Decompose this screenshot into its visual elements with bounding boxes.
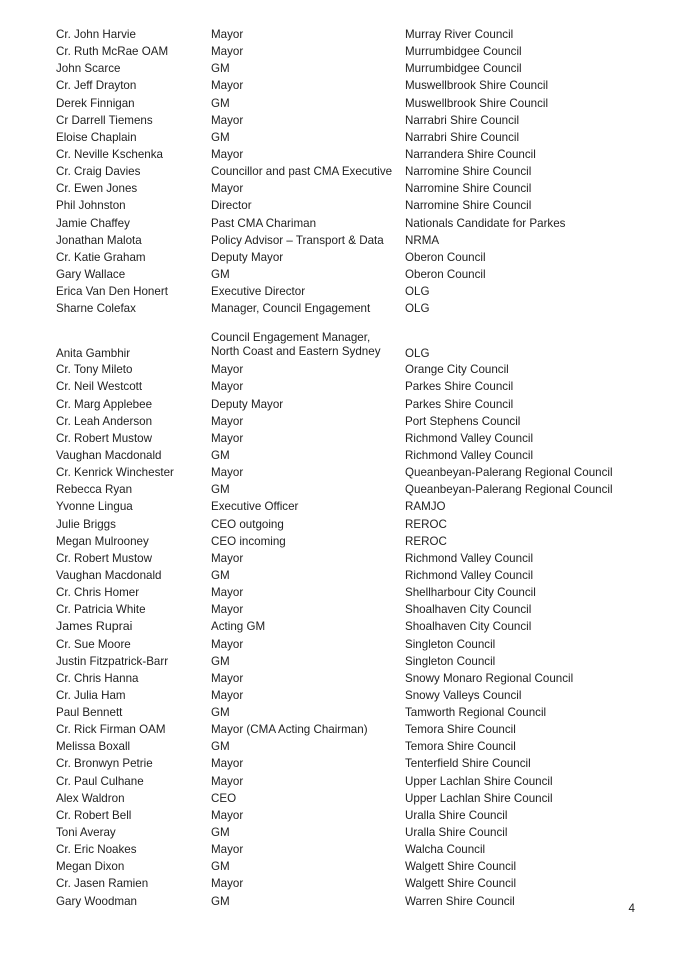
attendee-role-line: North Coast and Eastern Sydney [211, 345, 381, 359]
attendee-name: Vaughan Macdonald [56, 568, 162, 582]
attendee-row [56, 755, 636, 772]
attendee-name: Cr. Katie Graham [56, 250, 146, 264]
attendee-organisation: Walcha Council [405, 843, 486, 857]
attendee-role: GM [211, 826, 230, 840]
attendee-row [56, 396, 636, 413]
attendee-role: GM [211, 860, 230, 874]
attendee-role: Policy Advisor – Transport & Data [211, 233, 384, 247]
attendee-role: Mayor [211, 637, 244, 651]
attendee-row [56, 283, 636, 300]
attendee-role: Mayor [211, 757, 244, 771]
attendee-name: Cr. Robert Bell [56, 808, 132, 822]
attendee-organisation: Muswellbrook Shire Council [405, 79, 549, 93]
attendee-row [56, 77, 636, 94]
attendee-row [56, 738, 636, 755]
attendee-role: Mayor [211, 45, 244, 59]
attendee-name: Cr. Chris Hanna [56, 671, 139, 685]
attendee-row [56, 163, 636, 180]
attendee-row [56, 95, 636, 112]
attendee-organisation: Walgett Shire Council [405, 860, 517, 874]
attendee-role: Mayor [211, 586, 244, 600]
attendee-organisation: Richmond Valley Council [405, 448, 534, 462]
attendee-role: Mayor [211, 808, 244, 822]
attendee-row [56, 824, 636, 841]
attendee-organisation: Queanbeyan-Palerang Regional Council [405, 483, 613, 497]
attendee-role: GM [211, 740, 230, 754]
attendee-organisation: Narromine Shire Council [405, 182, 532, 196]
attendee-organisation: Shoalhaven City Council [405, 620, 532, 634]
attendee-organisation: Warren Shire Council [405, 894, 515, 908]
attendee-organisation: Port Stephens Council [405, 414, 521, 428]
attendee-name: Cr. Tony Mileto [56, 363, 133, 377]
attendee-name: Jamie Chaffey [56, 216, 130, 230]
attendee-organisation: Narromine Shire Council [405, 199, 532, 213]
attendee-name: Cr. Neil Westcott [56, 380, 143, 394]
attendee-row [56, 112, 636, 129]
attendee-name: James Ruprai [56, 619, 133, 634]
attendee-organisation: REROC [405, 517, 447, 531]
attendee-name: Cr. Paul Culhane [56, 774, 144, 788]
attendee-name: Cr. Kenrick Winchester [56, 466, 174, 480]
attendee-role: Mayor [211, 431, 244, 445]
attendee-row [56, 129, 636, 146]
attendee-row [56, 550, 636, 567]
attendee-row [56, 266, 636, 283]
attendee-organisation: Orange City Council [405, 363, 509, 377]
attendee-role: GM [211, 267, 230, 281]
attendee-name: Derek Finnigan [56, 96, 135, 110]
attendee-role: CEO incoming [211, 534, 286, 548]
attendee-row [56, 687, 636, 704]
attendee-row [56, 533, 636, 550]
attendee-row [56, 653, 636, 670]
attendee-name: Eloise Chaplain [56, 130, 137, 144]
attendee-name: Megan Mulrooney [56, 534, 149, 548]
attendee-name: Cr Darrell Tiemens [56, 113, 153, 127]
attendee-role: GM [211, 706, 230, 720]
attendee-name: Gary Wallace [56, 267, 126, 281]
attendee-name: Cr. Neville Kschenka [56, 147, 163, 161]
attendee-role: GM [211, 96, 230, 110]
attendee-name: Anita Gambhir [56, 347, 131, 361]
attendee-row [56, 790, 636, 807]
attendee-name: Phil Johnston [56, 199, 126, 213]
attendee-name: John Scarce [56, 62, 121, 76]
attendee-row [56, 567, 636, 584]
attendee-organisation: OLG [405, 347, 430, 361]
attendee-role: Mayor [211, 774, 244, 788]
attendee-row [56, 584, 636, 601]
attendee-organisation: RAMJO [405, 500, 446, 514]
attendee-role: Past CMA Chariman [211, 216, 317, 230]
attendee-name: Justin Fitzpatrick-Barr [56, 654, 169, 668]
attendee-organisation: Murray River Council [405, 28, 514, 41]
attendee-role: Mayor [211, 113, 244, 127]
attendee-name: Erica Van Den Honert [56, 285, 168, 299]
attendee-name: Vaughan Macdonald [56, 448, 162, 462]
attendee-row [56, 215, 636, 232]
attendee-organisation: Uralla Shire Council [405, 826, 508, 840]
attendee-role-line: Council Engagement Manager, [211, 330, 371, 344]
attendee-organisation: Narrabri Shire Council [405, 113, 520, 127]
attendee-name: Jonathan Malota [56, 233, 142, 247]
attendee-name: Gary Woodman [56, 894, 137, 908]
attendee-name: Sharne Colefax [56, 302, 136, 316]
attendee-role: GM [211, 568, 230, 582]
attendee-role: GM [211, 654, 230, 668]
attendee-role: Mayor [211, 363, 244, 377]
attendee-row [56, 893, 636, 910]
attendee-row [56, 481, 636, 498]
attendee-name: Melissa Boxall [56, 740, 131, 754]
attendee-row [56, 60, 636, 77]
attendee-organisation: Murrumbidgee Council [405, 45, 522, 59]
attendee-role: Mayor [211, 671, 244, 685]
attendee-name: Cr. Marg Applebee [56, 397, 153, 411]
attendee-name: Cr. Chris Homer [56, 586, 140, 600]
attendee-row [56, 180, 636, 197]
attendee-organisation: Narromine Shire Council [405, 165, 532, 179]
attendee-row [56, 361, 636, 378]
attendee-role: Mayor [211, 877, 244, 891]
attendee-organisation: Nationals Candidate for Parkes [405, 216, 566, 230]
attendee-role: Mayor [211, 380, 244, 394]
attendee-name: Cr. John Harvie [56, 28, 136, 41]
attendee-row [56, 331, 636, 362]
attendee-organisation: Shoalhaven City Council [405, 603, 532, 617]
attendee-role: Deputy Mayor [211, 397, 284, 411]
attendee-row [56, 773, 636, 790]
attendee-organisation: Snowy Monaro Regional Council [405, 671, 574, 685]
attendee-organisation: Parkes Shire Council [405, 397, 514, 411]
attendee-row [56, 618, 636, 635]
attendee-organisation: Murrumbidgee Council [405, 62, 522, 76]
attendee-organisation: Temora Shire Council [405, 723, 516, 737]
attendee-row [56, 516, 636, 533]
attendee-name: Alex Waldron [56, 791, 125, 805]
attendee-role: Director [211, 199, 252, 213]
attendee-organisation: OLG [405, 285, 430, 299]
attendee-name: Cr. Sue Moore [56, 637, 131, 651]
attendee-row [56, 378, 636, 395]
attendee-organisation: Narrandera Shire Council [405, 147, 536, 161]
attendee-organisation: REROC [405, 534, 447, 548]
attendee-name: Paul Bennett [56, 706, 123, 720]
attendee-name: Cr. Robert Mustow [56, 431, 152, 445]
attendee-organisation: Singleton Council [405, 637, 496, 651]
attendee-role: GM [211, 483, 230, 497]
attendee-organisation: Richmond Valley Council [405, 551, 534, 565]
attendee-role: Mayor [211, 147, 244, 161]
attendee-role [211, 302, 370, 317]
attendee-row [56, 858, 636, 875]
attendee-organisation: Richmond Valley Council [405, 568, 534, 582]
attendee-organisation: Tenterfield Shire Council [405, 757, 531, 771]
attendee-row [56, 601, 636, 618]
attendee-role: CEO [211, 791, 237, 805]
attendee-role [211, 331, 381, 360]
attendee-role: Mayor [211, 182, 244, 196]
attendee-row [56, 430, 636, 447]
attendee-name: Cr. Craig Davies [56, 165, 141, 179]
attendee-organisation: Tamworth Regional Council [405, 706, 547, 720]
attendee-row [56, 43, 636, 60]
attendee-name: Cr. Robert Mustow [56, 551, 152, 565]
attendee-name: Rebecca Ryan [56, 483, 133, 497]
attendee-row [56, 841, 636, 858]
attendee-name: Cr. Ewen Jones [56, 182, 138, 196]
attendee-organisation: Muswellbrook Shire Council [405, 96, 549, 110]
attendee-organisation: Uralla Shire Council [405, 808, 508, 822]
attendee-row [56, 636, 636, 653]
attendee-name: Cr. Eric Noakes [56, 843, 137, 857]
attendee-role: Mayor [211, 603, 244, 617]
attendee-role: Councillor and past CMA Executive [211, 165, 393, 179]
attendee-organisation: Queanbeyan-Palerang Regional Council [405, 466, 613, 480]
attendee-name: Megan Dixon [56, 860, 125, 874]
attendee-organisation: Singleton Council [405, 654, 496, 668]
attendee-row [56, 300, 636, 331]
attendee-row [56, 807, 636, 824]
attendee-organisation: Oberon Council [405, 250, 486, 264]
attendee-row [56, 249, 636, 266]
page-number: 4 [628, 902, 635, 915]
attendee-row [56, 146, 636, 163]
attendee-organisation: Parkes Shire Council [405, 380, 514, 394]
attendee-role: GM [211, 130, 230, 144]
attendee-organisation: Shellharbour City Council [405, 586, 536, 600]
attendee-row [56, 464, 636, 481]
attendee-name: Cr. Julia Ham [56, 688, 126, 702]
attendee-role: Mayor [211, 688, 244, 702]
attendee-list [56, 26, 636, 910]
attendee-name: Cr. Jeff Drayton [56, 79, 137, 93]
attendee-role: Mayor [211, 466, 244, 480]
attendee-name: Toni Averay [56, 826, 116, 840]
attendee-role: Mayor [211, 843, 244, 857]
attendee-row [56, 232, 636, 249]
attendee-role: Mayor [211, 79, 244, 93]
attendee-name: Cr. Leah Anderson [56, 414, 153, 428]
attendee-row [56, 498, 636, 515]
attendee-name: Yvonne Lingua [56, 500, 133, 514]
attendee-role: GM [211, 448, 230, 462]
attendee-organisation: Temora Shire Council [405, 740, 516, 754]
attendee-organisation: Upper Lachlan Shire Council [405, 774, 553, 788]
attendee-role: Mayor [211, 551, 244, 565]
attendee-role: CEO outgoing [211, 517, 284, 531]
attendee-organisation: Oberon Council [405, 267, 486, 281]
attendee-name: Cr. Ruth McRae OAM [56, 45, 169, 59]
attendee-row [56, 447, 636, 464]
attendee-role: Executive Officer [211, 500, 299, 514]
attendee-row [56, 704, 636, 721]
attendee-name: Cr. Bronwyn Petrie [56, 757, 153, 771]
attendee-role: Acting GM [211, 620, 266, 634]
attendee-organisation: NRMA [405, 233, 440, 247]
attendee-organisation: Richmond Valley Council [405, 431, 534, 445]
attendee-row [56, 197, 636, 214]
attendee-role: Mayor (CMA Acting Chairman) [211, 723, 368, 737]
attendee-organisation: Walgett Shire Council [405, 877, 517, 891]
attendee-row [56, 721, 636, 738]
attendee-role: Deputy Mayor [211, 250, 284, 264]
attendee-row [56, 26, 636, 43]
attendee-organisation: Narrabri Shire Council [405, 130, 520, 144]
attendee-role-line: Manager, Council Engagement [211, 302, 371, 316]
attendee-role: Mayor [211, 28, 244, 41]
attendee-role: GM [211, 894, 230, 908]
attendee-name: Cr. Rick Firman OAM [56, 723, 166, 737]
attendee-name: Cr. Patricia White [56, 603, 146, 617]
attendee-role: Mayor [211, 414, 244, 428]
attendee-organisation: Upper Lachlan Shire Council [405, 791, 553, 805]
attendee-row [56, 875, 636, 892]
attendee-name: Julie Briggs [56, 517, 116, 531]
attendee-name: Cr. Jasen Ramien [56, 877, 149, 891]
attendee-row [56, 413, 636, 430]
attendee-organisation: Snowy Valleys Council [405, 688, 522, 702]
attendee-role: Executive Director [211, 285, 306, 299]
attendee-row [56, 670, 636, 687]
attendee-role: GM [211, 62, 230, 76]
attendee-organisation: OLG [405, 302, 430, 316]
